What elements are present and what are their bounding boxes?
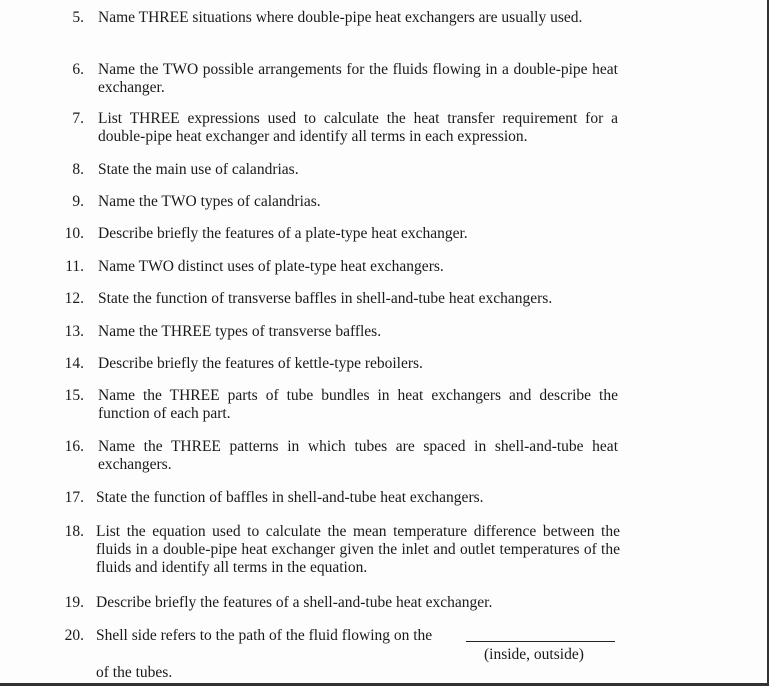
question-number: 14.: [64, 355, 84, 372]
question-number: 6.: [72, 61, 84, 78]
answer-blank: [466, 641, 615, 642]
question-number: 7.: [72, 110, 84, 127]
question-text: Name the THREE parts of tube bundles in heat exchangers and describe the function of each part.: [98, 387, 618, 422]
question-number: 16.: [64, 438, 84, 455]
question-text: Describe briefly the features of a shell-and-tube heat exchanger.: [96, 594, 493, 611]
question-number: 11.: [65, 258, 84, 275]
question-number: 20.: [64, 627, 84, 644]
question-20-tail: of the tubes.: [96, 664, 173, 681]
question-number: 8.: [72, 161, 84, 178]
question-text: Name the THREE types of transverse baffles.: [98, 323, 382, 340]
question-number: 15.: [64, 387, 84, 404]
question-text: Name THREE situations where double-pipe heat exchangers are usually used.: [98, 9, 583, 26]
question-number: 10.: [64, 225, 84, 242]
question-number: 9.: [72, 193, 84, 210]
question-text: List THREE expressions used to calculate the heat transfer requirement for a double-pipe heat exchanger and identify all terms in each expression.: [98, 110, 618, 145]
question-text: Name the TWO types of calandrias.: [98, 193, 321, 210]
question-number: 13.: [64, 323, 84, 340]
question-text: Describe briefly the features of a plate-type heat exchanger.: [98, 225, 468, 242]
question-text: Name the THREE patterns in which tubes are spaced in shell-and-tube heat exchangers.: [98, 438, 618, 473]
answer-options-hint: (inside, outside): [484, 646, 584, 663]
question-number: 19.: [64, 594, 84, 611]
question-text: State the function of baffles in shell-and-tube heat exchangers.: [96, 489, 484, 506]
question-text: State the main use of calandrias.: [98, 161, 299, 178]
question-text: List the equation used to calculate the mean temperature difference between the fluids in a double-pipe heat exchanger given the inlet and outlet temperatures of the fluids and identify all terms in the equation.: [96, 523, 620, 576]
question-text: Shell side refers to the path of the fluid flowing on the: [96, 627, 433, 644]
question-number: 12.: [64, 290, 84, 307]
question-text: State the function of transverse baffles in shell-and-tube heat exchangers.: [98, 290, 553, 307]
question-number: 5.: [72, 9, 84, 26]
question-text: Name TWO distinct uses of plate-type heat exchangers.: [98, 258, 444, 275]
question-text: Describe briefly the features of kettle-type reboilers.: [98, 355, 423, 372]
question-number: 18.: [64, 523, 84, 540]
question-text: Name the TWO possible arrangements for the fluids flowing in a double-pipe heat exchanger.: [98, 61, 618, 96]
question-number: 17.: [64, 489, 84, 506]
